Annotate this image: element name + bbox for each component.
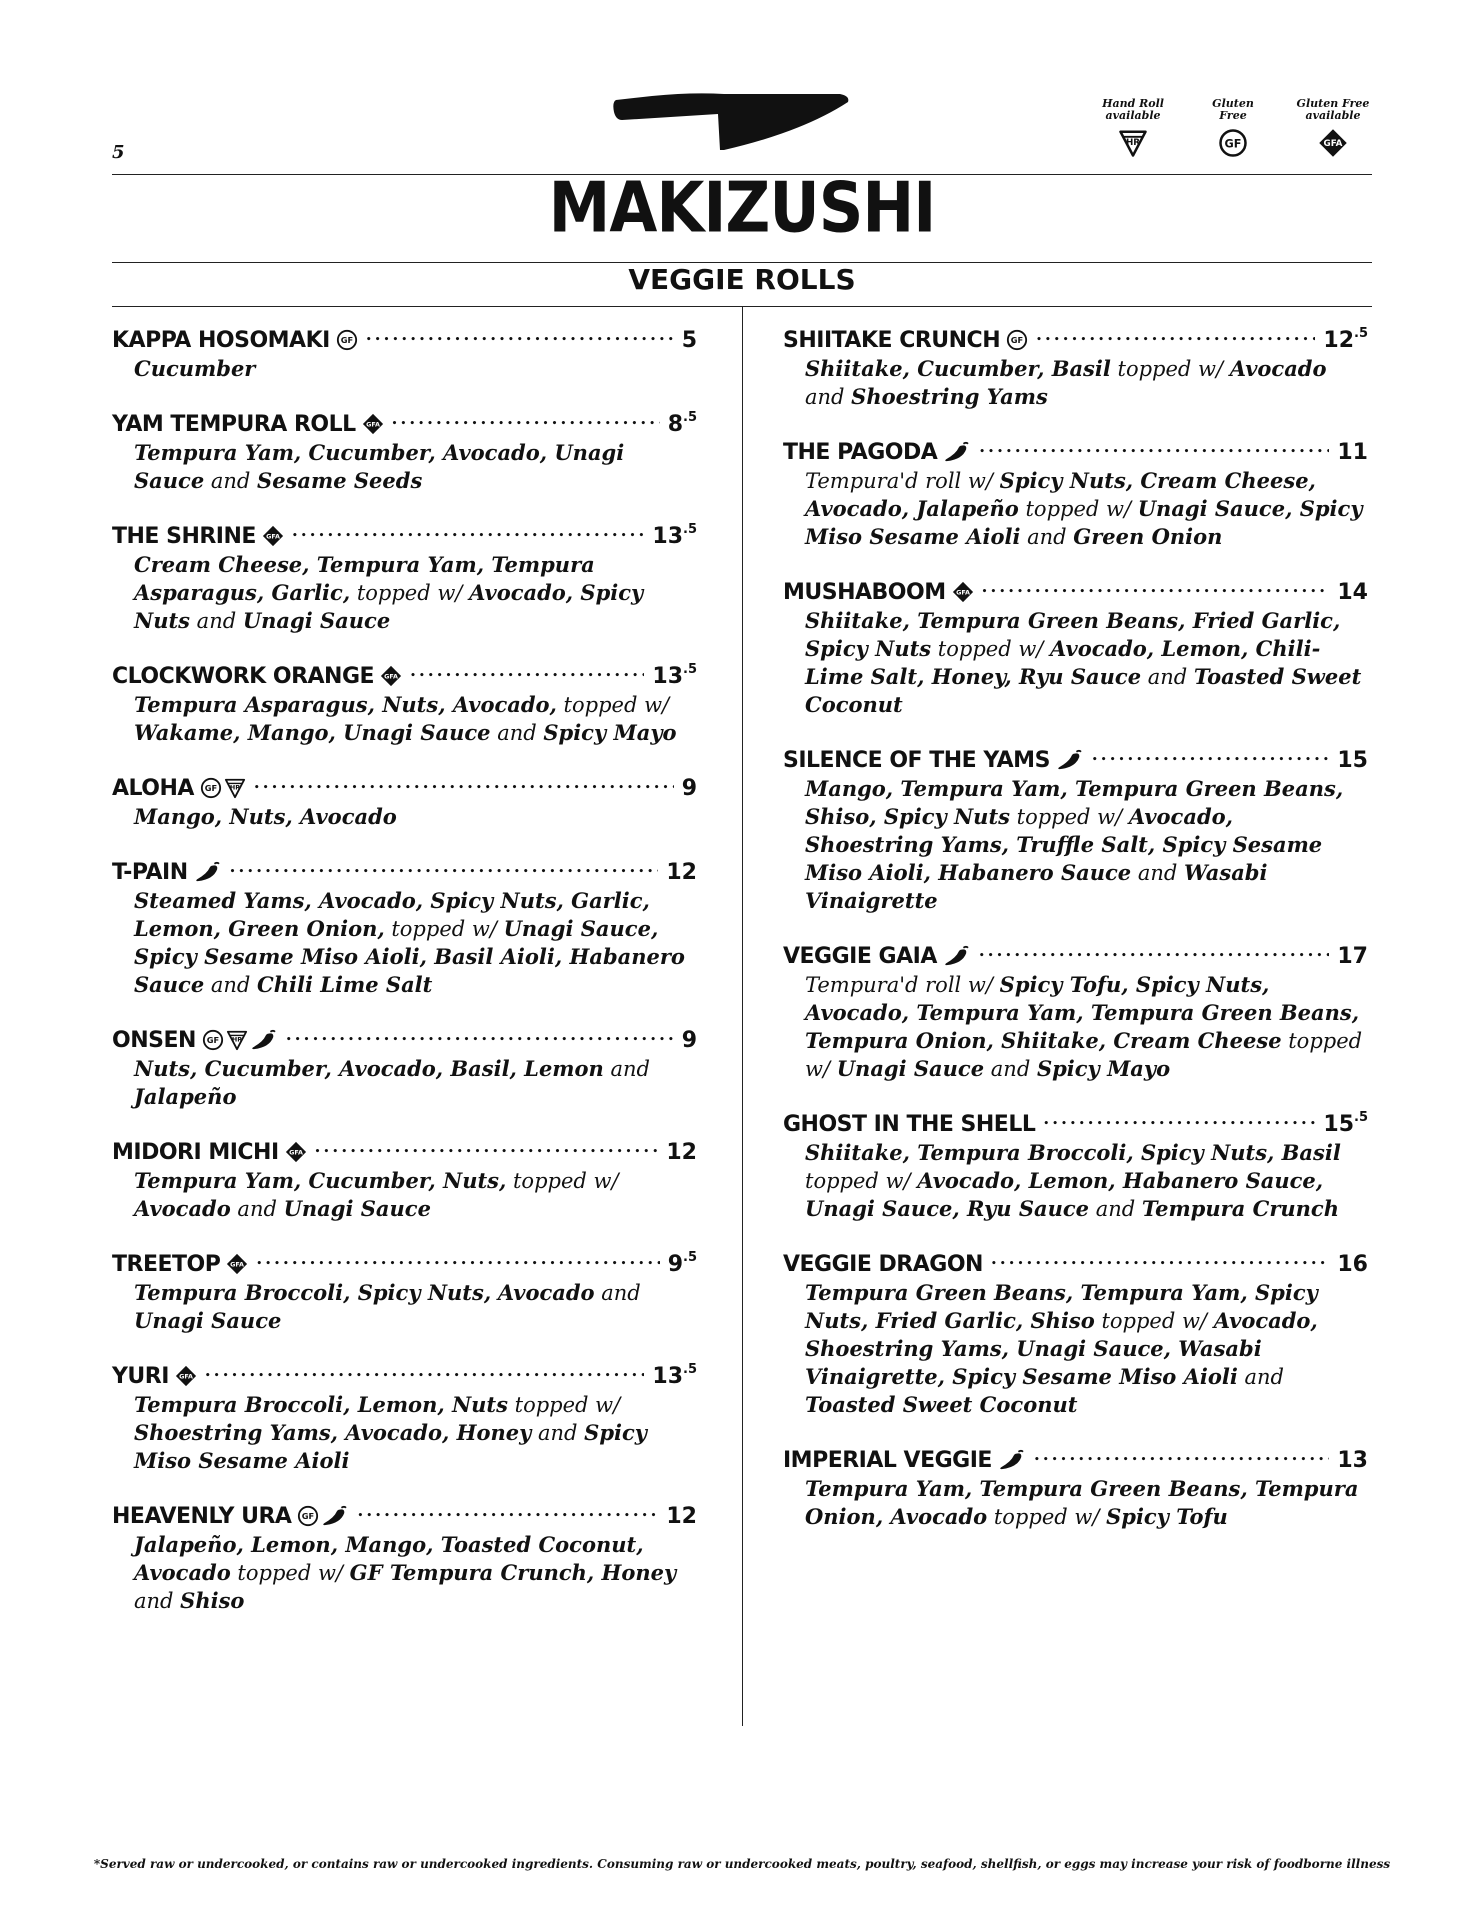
description-segment: and [1089,1197,1142,1221]
description-segment: topped w/ [1094,1309,1214,1333]
description-segment: Shiitake, Tempura Broccoli, Spicy Nuts, Basil [805,1140,1341,1165]
chili-pepper-icon [1056,749,1084,771]
gluten-free-icon [1006,329,1028,351]
description-segment: Avocado [497,1280,595,1305]
menu-item-price [682,328,697,353]
menu-item-price [1337,748,1368,773]
description-segment: Shiitake, Cucumber, Basil [805,356,1111,381]
description-segment: Tempura Yam, Cucumber, Avocado, Unagi Sauce [134,440,625,493]
price-main: 5 [681,327,697,353]
menu-item [783,1109,1368,1223]
menu-item [783,1445,1368,1531]
menu-item-price [667,1249,697,1277]
description-segment: topped w/ [507,1393,621,1417]
menu-item [112,1361,697,1475]
menu-item-description [783,1279,1368,1419]
description-segment: Avocado, Shoestring Yams, Unagi Sauce, Wasabi Vinaigrette, Spicy Sesame Miso Aioli [805,1308,1318,1389]
description-segment: Tempura Broccoli, Spicy Nuts, [134,1280,492,1305]
price-main: 12 [666,859,697,885]
menu-item-description [783,775,1368,915]
description-segment: Shiitake, Tempura Green Beans, Fried Garlic, Spicy Nuts [805,608,1341,661]
svg-text:GFA: GFA [1323,139,1343,150]
dot-leader [1036,333,1315,347]
price-main: 9 [667,1251,684,1277]
menu-item-name: MUSHABOOM [783,579,946,605]
dot-leader [230,865,659,879]
description-segment: Avocado [1229,356,1327,381]
chili-pepper-icon [250,1029,278,1051]
menu-item-name: VEGGIE GAIA [783,943,937,969]
svg-text:HR: HR [1125,137,1141,148]
menu-item-description [783,971,1368,1083]
legend-label: Hand Roll available [1102,97,1164,122]
gluten-free-icon [297,1505,319,1527]
description-segment: Tempura Green Beans, Tempura Yam, Spicy Nuts, Fried Garlic, Shiso [805,1280,1318,1333]
description-segment: topped w/ [1110,357,1230,381]
description-segment: and [603,1057,650,1081]
price-main: 16 [1337,1251,1368,1277]
dot-leader [1092,753,1329,767]
description-segment: and [594,1281,641,1305]
menu-item [112,325,697,383]
description-segment: Steamed Yams, Avocado, Spicy Nuts, Garlic, Lemon, Green Onion, [134,888,650,941]
description-segment: Tempura Broccoli, Lemon, Nuts [134,1392,508,1417]
dot-leader [392,417,660,431]
svg-text:GFA: GFA [288,1148,303,1157]
description-segment: Unagi Sauce [836,1056,985,1081]
description-segment: Jalapeño, Lemon, Mango, Toasted Coconut, Avocado [134,1532,644,1585]
description-segment: and [190,609,243,633]
description-segment: topped w/ [987,1505,1107,1529]
menu-item [783,745,1368,915]
dot-leader [979,445,1329,459]
menu-item [783,1249,1368,1419]
price-main: 17 [1337,943,1368,969]
description-segment: Chili Lime Salt [257,972,433,997]
svg-text:GFA: GFA [955,588,970,597]
menu-item-price [1337,944,1368,969]
menu-item-name: YAM TEMPURA ROLL [112,411,356,437]
description-segment: and [134,1589,181,1613]
description-segment: Unagi Sauce, Spicy Sesame Miso Aioli, Basil Aioli, Habanero Sauce [134,916,685,997]
description-segment: topped w/ [805,1029,1363,1081]
price-cents: .5 [1354,325,1368,341]
menu-item-name: ONSEN [112,1027,196,1053]
price-main: 13 [652,663,684,689]
price-cents: .5 [683,661,697,677]
svg-text:GFA: GFA [178,1372,193,1381]
menu-item-price [667,409,697,437]
dot-leader [1043,1117,1315,1131]
dot-leader [254,781,674,795]
description-segment: Unagi Sauce [134,1308,282,1333]
description-segment: GF Tempura Crunch, Honey [349,1560,677,1585]
menu-item-description [112,1167,697,1223]
description-segment: Spicy Miso Sesame Aioli [134,1420,647,1473]
menu-item [112,661,697,747]
price-main: 8 [667,411,684,437]
price-main: 12 [666,1139,697,1165]
gluten-free-available-icon [262,525,284,547]
description-segment: topped w/ [1009,805,1129,829]
description-segment: and [531,1421,585,1445]
svg-text:GF: GF [206,1035,220,1046]
menu-item-name: MIDORI MICHI [112,1139,279,1165]
dot-leader [366,333,674,347]
menu-item-name: GHOST IN THE SHELL [783,1111,1036,1137]
description-segment: topped w/ [805,1169,918,1193]
legend-label: Gluten Free [1212,97,1254,122]
menu-item-price [1337,440,1368,465]
price-cents: .5 [683,409,697,425]
description-segment: Sesame Seeds [257,468,423,493]
dot-leader [292,529,644,543]
menu-item-name: SHIITAKE CRUNCH [783,327,1001,353]
menu-item-name: CLOCKWORK ORANGE [112,663,375,689]
description-segment: Wasabi Vinaigrette [805,860,1268,913]
price-cents: .5 [683,1249,697,1265]
menu-item-price [682,1028,697,1053]
description-segment: and [805,385,852,409]
hand-roll-icon [1118,128,1148,158]
dot-leader [979,949,1330,963]
price-main: 13 [652,1363,684,1389]
gluten-free-available-icon [285,1141,307,1163]
description-segment: and [230,1197,284,1221]
price-main: 11 [1337,439,1368,465]
svg-text:GF: GF [204,783,218,794]
svg-text:GFA: GFA [266,532,280,541]
dot-leader [256,1257,659,1271]
hand-roll-icon [224,777,246,799]
menu-column-right [783,325,1368,1557]
menu-column-left [112,325,697,1641]
menu-item [112,857,697,999]
description-segment: Spicy Nuts, Cream Cheese, Avocado, Jalapeño [805,468,1316,521]
svg-text:GFA: GFA [384,672,398,681]
menu-item-price [1323,325,1368,353]
price-main: 15 [1337,747,1368,773]
menu-item-price [666,860,697,885]
gluten-free-available-icon [1318,128,1348,158]
svg-text:GF: GF [1010,335,1024,346]
dot-leader [982,585,1330,599]
dot-leader [991,1257,1329,1271]
dot-leader [357,1509,658,1523]
description-segment: and [984,1057,1037,1081]
menu-item-description [112,1055,697,1111]
menu-item [783,577,1368,719]
description-segment: Avocado, Lemon, Chili-Lime Salt, Honey, Ryu Sauce [805,636,1321,689]
description-segment: Spicy Tofu [1106,1504,1228,1529]
dietary-legend [1094,98,1372,158]
menu-item-price [1337,1448,1368,1473]
dot-leader [315,1145,659,1159]
gluten-free-icon [336,329,358,351]
description-segment [491,1281,498,1305]
gluten-free-available-icon [380,665,402,687]
menu-item-description [783,607,1368,719]
menu-item-description [112,803,697,831]
menu-item-description [112,1531,697,1615]
price-main: 13 [652,523,684,549]
menu-item-description [112,1391,697,1475]
menu-item-name: THE PAGODA [783,439,938,465]
description-segment: Shoestring Yams [851,384,1048,409]
description-segment: Shiso [180,1588,245,1613]
description-segment: and [204,973,258,997]
price-cents: .5 [683,521,697,537]
description-segment: and [1141,665,1194,689]
column-divider [742,306,743,1726]
gluten-free-available-icon [175,1365,197,1387]
section-title: VEGGIE ROLLS [628,263,856,296]
menu-item-price [1323,1109,1368,1137]
gluten-free-available-icon [362,413,384,435]
dot-leader [1034,1453,1329,1467]
menu-item-description [112,551,697,635]
price-main: 12 [666,1503,697,1529]
menu-item [783,941,1368,1083]
menu-item-name: TREETOP [112,1251,221,1277]
description-segment: Avocado, Spicy Nuts [134,580,644,633]
description-segment: Nuts, Cucumber, Avocado, Basil, Lemon [134,1056,604,1081]
menu-item-description [112,887,697,999]
description-segment: Tempura Yam, Tempura Green Beans, Tempura Onion, Avocado [805,1476,1359,1529]
gluten-free-available-icon [226,1253,248,1275]
menu-item-name: THE SHRINE [112,523,256,549]
description-segment: Toasted Sweet Coconut [805,1392,1078,1417]
gluten-free-icon [202,1029,224,1051]
price-main: 14 [1337,579,1368,605]
svg-text:GFA: GFA [230,1260,245,1269]
menu-item [112,1025,697,1111]
page-title: MAKIZUSHI [548,166,936,249]
svg-text:GFA: GFA [365,420,380,429]
description-segment: Toasted Sweet Coconut [805,664,1362,717]
description-segment: Mango, Nuts, Avocado [134,804,397,829]
description-segment: Wakame, Mango, Unagi Sauce [134,720,491,745]
menu-item-price [1337,1252,1368,1277]
menu-item-price [1337,580,1368,605]
price-main: 15 [1323,1111,1355,1137]
price-main: 13 [1337,1447,1368,1473]
knife-icon [612,92,850,152]
description-segment: Shoestring Yams, Avocado, Honey [134,1420,532,1445]
description-segment: topped w/ [1018,497,1138,521]
description-segment: Avocado [134,1196,231,1221]
description-segment: topped w/ [931,637,1051,661]
menu-item-price [652,1361,697,1389]
dot-leader [410,669,644,683]
menu-item-description [112,439,697,495]
description-segment: Avocado, Lemon, Habanero Sauce, Unagi Sauce, Ryu Sauce [805,1168,1324,1221]
menu-item-name: ALOHA [112,775,194,801]
menu-item-description [112,691,697,747]
gluten-free-icon [1218,128,1248,158]
legend-item [1294,98,1372,158]
description-segment: Tempura'd roll w/ [805,973,1000,997]
legend-item [1194,98,1272,158]
gluten-free-icon [200,777,222,799]
description-segment: Tempura Yam, Cucumber, Nuts, [134,1168,507,1193]
description-segment: and [1237,1365,1284,1389]
description-segment: topped w/ [384,917,504,941]
legend-label: Gluten Free available [1296,97,1370,122]
description-segment: and [490,721,544,745]
description-segment: Cream Cheese, Tempura Yam, Tempura Asparagus, Garlic, [134,552,595,605]
description-segment: Unagi Sauce, Spicy Miso Sesame Aioli [805,496,1363,549]
svg-text:GF: GF [1224,137,1242,151]
chili-pepper-icon [194,861,222,883]
description-segment: Unagi Sauce [242,608,391,633]
price-cents: .5 [1354,1109,1368,1125]
menu-item-description [112,1279,697,1335]
chili-pepper-icon [321,1505,349,1527]
page-number: 5 [112,142,125,163]
description-segment: Spicy Tofu, Spicy Nuts, Avocado, Tempura Yam, Tempura Green Beans, Tempura Onion, Shiitake, Cream Cheese [805,972,1360,1053]
svg-text:HR: HR [231,1035,243,1044]
description-segment: topped w/ [506,1169,619,1193]
description-segment: and [1020,525,1074,549]
menu-item-description [783,1139,1368,1223]
menu-item-price [652,661,697,689]
menu-item [112,1249,697,1335]
menu-item-price [652,521,697,549]
menu-item-name: YURI [112,1363,169,1389]
description-segment: Avocado, Shoestring Yams, Truffle Salt, Spicy Sesame Miso Aioli, Habanero Sauce [805,804,1323,885]
price-main: 9 [681,775,697,801]
menu-item-name: VEGGIE DRAGON [783,1251,983,1277]
description-segment: and [1131,861,1184,885]
menu-item [112,1501,697,1615]
chili-pepper-icon [943,945,971,967]
svg-text:GF: GF [302,1511,315,1522]
menu-item [112,773,697,831]
menu-item [783,437,1368,551]
food-safety-notice: *Served raw or undercooked, or contains raw or undercooked ingredients. Consuming raw or undercooked meats, poultry, seafood, shellfish, or eggs may increase your risk of foodborne illness [93,1857,1391,1871]
description-segment: Cucumber [134,356,256,381]
dot-leader [205,1369,644,1383]
svg-text:HR: HR [229,783,241,792]
description-segment: topped w/ [556,693,670,717]
price-main: 12 [1323,327,1355,353]
menu-item-name: HEAVENLY URA [112,1503,292,1529]
price-main: 9 [681,1027,697,1053]
dot-leader [286,1033,674,1047]
menu-item-price [666,1140,697,1165]
menu-item-name: KAPPA HOSOMAKI [112,327,330,353]
chili-pepper-icon [998,1449,1026,1471]
hand-roll-icon [226,1029,248,1051]
menu-item-name: IMPERIAL VEGGIE [783,1447,992,1473]
menu-item-description [783,1475,1368,1531]
menu-item [112,409,697,495]
chili-pepper-icon [943,441,971,463]
description-segment: Unagi Sauce [283,1196,431,1221]
price-cents: .5 [683,1361,697,1377]
description-segment: Tempura'd roll w/ [805,469,1000,493]
description-segment: and [204,469,258,493]
menu-item-name: T-PAIN [112,859,188,885]
menu-item-description [112,355,697,383]
menu-item-description [783,467,1368,551]
description-segment: topped w/ [350,581,470,605]
menu-item [112,1137,697,1223]
menu-item-description [783,355,1368,411]
description-segment: Jalapeño [134,1084,237,1109]
description-segment: Mango, Tempura Yam, Tempura Green Beans, Shiso, Spicy Nuts [805,776,1344,829]
gluten-free-available-icon [952,581,974,603]
menu-item-price [666,1504,697,1529]
description-segment: Green Onion [1073,524,1223,549]
description-segment: Spicy Mayo [543,720,677,745]
legend-item [1094,98,1172,158]
description-segment: Tempura Crunch [1141,1196,1339,1221]
menu-item-price [682,776,697,801]
description-segment: topped w/ [230,1561,350,1585]
svg-text:GF: GF [340,335,354,346]
menu-item-name: SILENCE OF THE YAMS [783,747,1050,773]
description-segment: Tempura Asparagus, Nuts, Avocado, [134,692,557,717]
menu-item [112,521,697,635]
menu-item [783,325,1368,411]
description-segment: Spicy Mayo [1036,1056,1171,1081]
